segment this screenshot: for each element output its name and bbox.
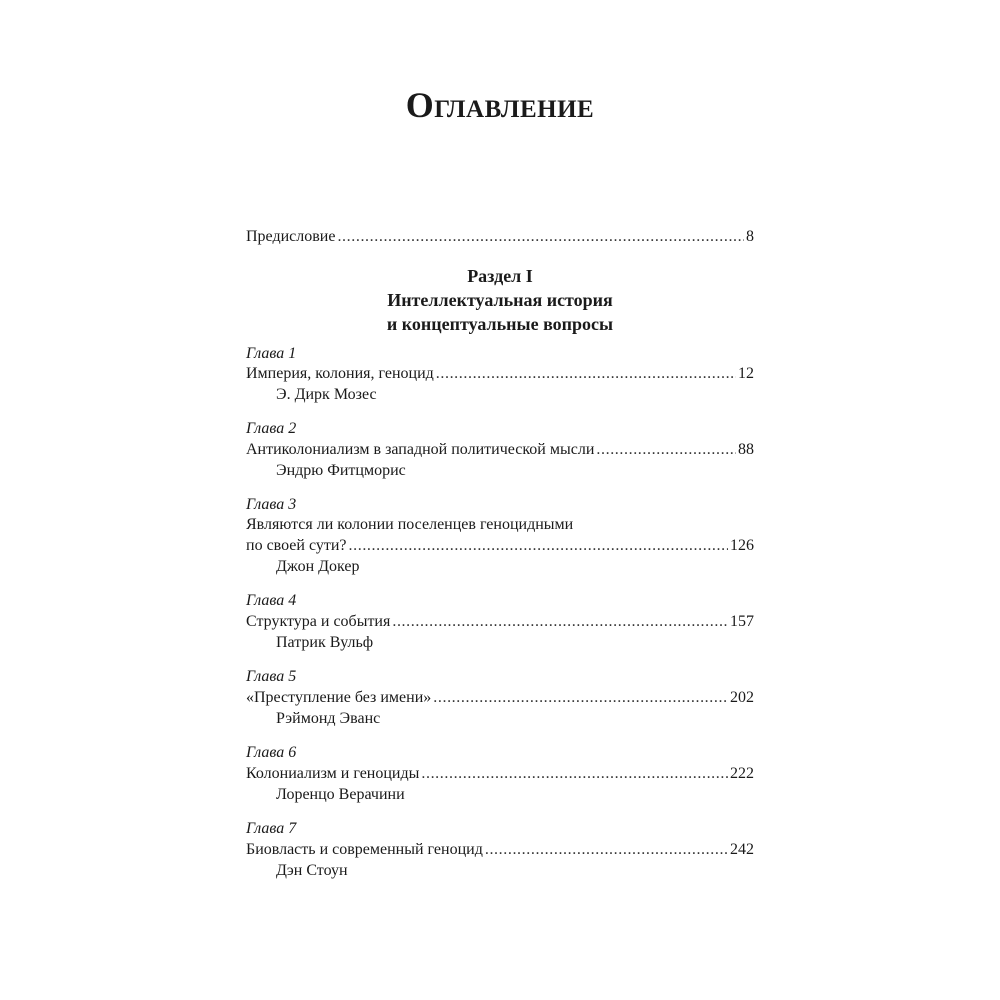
toc-page-number: 222: [730, 765, 754, 782]
dot-leader: [349, 536, 728, 556]
toc-page-number: 157: [730, 613, 754, 630]
toc-entry-chapter-7[interactable]: [246, 840, 754, 860]
toc-entry-title: Антиколониализм в западной политической мысли: [246, 441, 595, 458]
toc-page-number: 242: [730, 841, 754, 858]
dot-leader: [392, 612, 728, 632]
section-heading-subtitle: и концептуальные вопросы: [386, 314, 614, 334]
toc-entry-title-line1[interactable]: Являются ли колонии поселенцев геноцидными: [246, 516, 574, 533]
toc-entry-chapter-5[interactable]: [246, 688, 754, 708]
chapter-author: Лоренцо Верачини: [276, 786, 405, 803]
page-title: Оглавление: [405, 85, 595, 125]
chapter-label: Глава 4: [246, 592, 297, 609]
toc-entry-title: по своей сути?: [246, 537, 347, 554]
dot-leader: [433, 688, 728, 708]
chapter-author: Джон Докер: [276, 558, 360, 575]
chapter-author: Э. Дирк Мозес: [276, 386, 377, 403]
chapter-label: Глава 1: [246, 345, 297, 362]
dot-leader: [337, 227, 744, 247]
toc-page-number: 126: [730, 537, 754, 554]
toc-entry-title: Империя, колония, геноцид: [246, 365, 434, 382]
dot-leader: [436, 364, 736, 384]
toc-entry-title: Биовласть и современный геноцид: [246, 841, 483, 858]
chapter-label: Глава 7: [246, 820, 297, 837]
chapter-label: Глава 3: [246, 496, 297, 513]
chapter-author: Эндрю Фитцморис: [276, 462, 406, 479]
chapter-author: Дэн Стоун: [276, 862, 348, 879]
chapter-author: Патрик Вульф: [276, 634, 374, 651]
toc-page-number: 8: [746, 228, 754, 245]
chapter-label: Глава 6: [246, 744, 297, 761]
toc-entry-title: Предисловие: [246, 228, 336, 245]
toc-entry-chapter-4[interactable]: [246, 612, 754, 632]
chapter-author: Рэймонд Эванс: [276, 710, 381, 727]
dot-leader: [485, 840, 728, 860]
toc-entry-chapter-6[interactable]: [246, 764, 754, 784]
dot-leader: [596, 440, 736, 460]
toc-page-number: 88: [738, 441, 754, 458]
chapter-label: Глава 2: [246, 420, 297, 437]
toc-page: [246, 0, 754, 1000]
toc-entry-preface[interactable]: [246, 227, 754, 247]
toc-page-number: 12: [738, 365, 754, 382]
section-heading-title: Интеллектуальная история: [387, 290, 613, 310]
section-heading-number: Раздел I: [467, 266, 533, 286]
toc-page-number: 202: [730, 689, 754, 706]
toc-entry-chapter-1[interactable]: [246, 364, 754, 384]
chapter-label: Глава 5: [246, 668, 297, 685]
toc-entry-title: Структура и события: [246, 613, 391, 630]
dot-leader: [421, 764, 728, 784]
toc-entry-title: «Преступление без имени»: [246, 689, 432, 706]
toc-entry-title: Колониализм и геноциды: [246, 765, 420, 782]
toc-entry-chapter-3[interactable]: [246, 536, 754, 556]
toc-entry-chapter-2[interactable]: [246, 440, 754, 460]
